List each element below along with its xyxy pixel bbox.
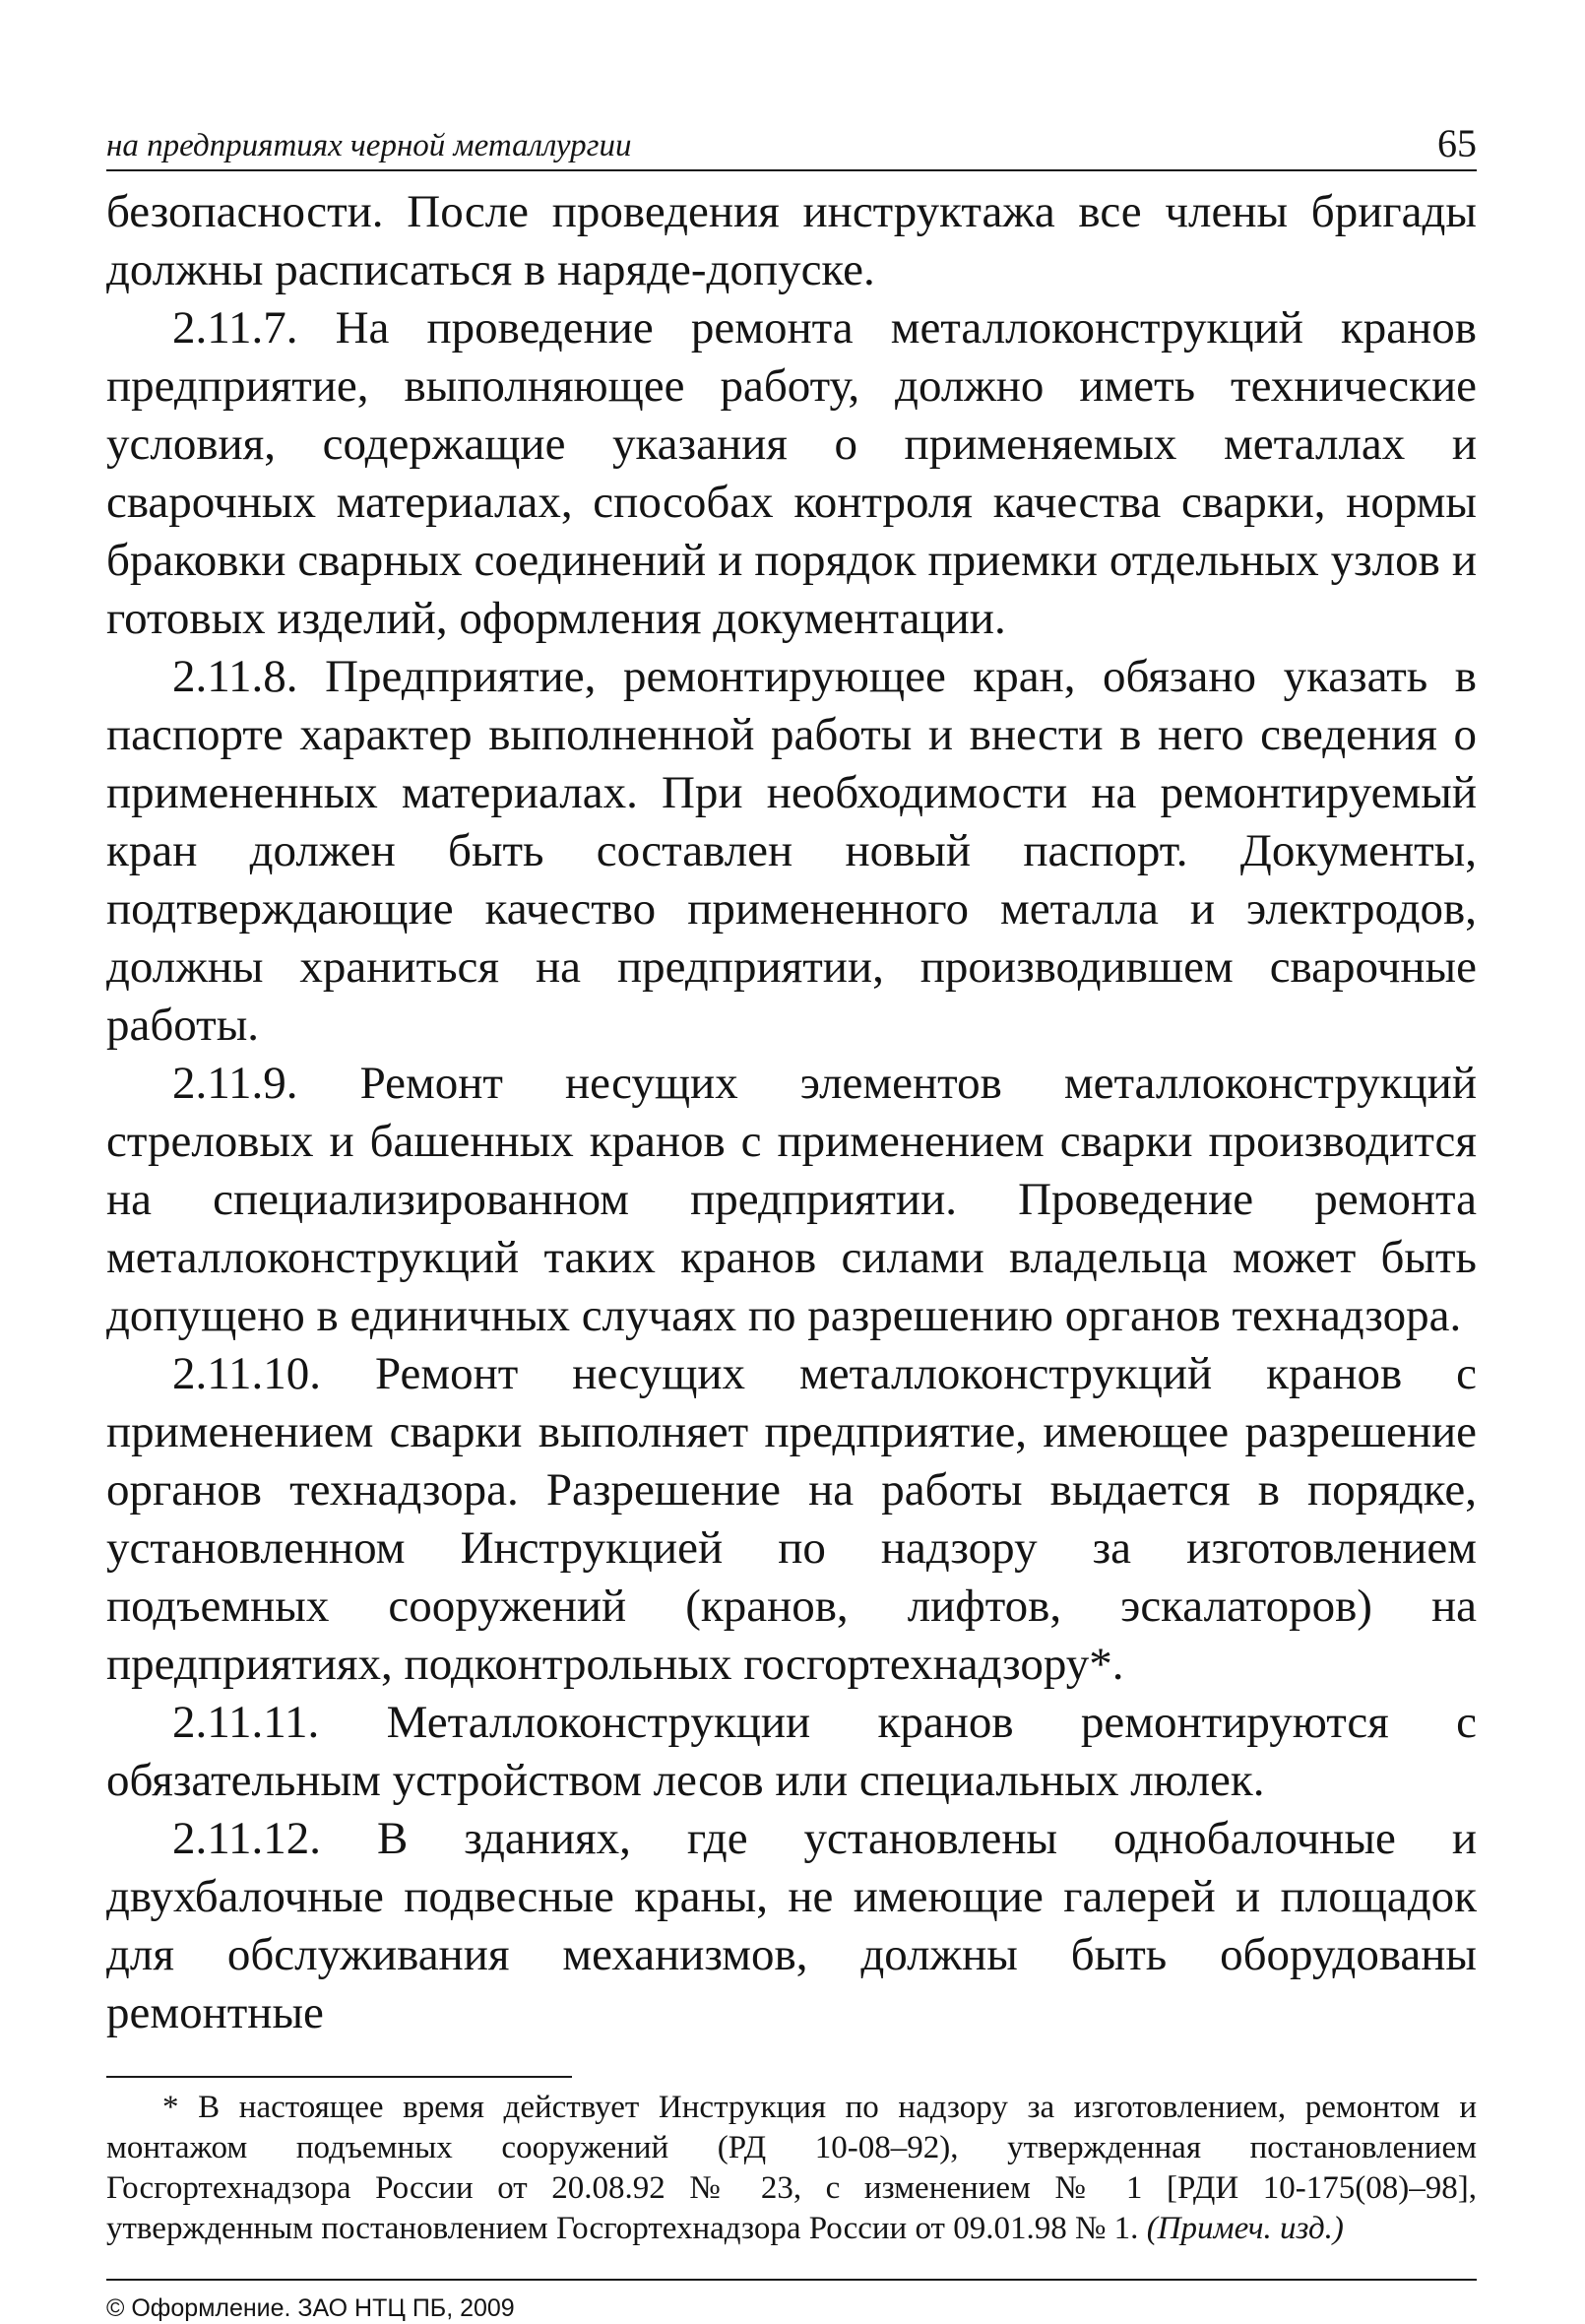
footnote-text: * В настоящее время действует Инструкция по надзору за изготовлением, ремонтом и монтажом подъемных сооружений (РД 10-08–92), утвержденная постановлением Госгортехнадзора России от 20.08.92 № 23, с изменением № 1 [РДИ 10-175(08)–98], утвержденным постановлением Госгортехнадзора России от 09.01.98 № 1. [106, 2090, 1477, 2246]
paragraph-2-11-12: 2.11.12. В зданиях, где установлены однобалочные и двухбалочные подвесные краны, не имеющие галерей и площадок для обслуживания механизмов, должны быть оборудованы ремонтные [106, 1813, 1477, 2038]
copyright-notice: © Оформление. ЗАО НТЦ ПБ, 2009 [106, 2294, 515, 2322]
paragraph-2-11-11: 2.11.11. Металлоконструкции кранов ремонтируются с обязательным устройством лесов или специальных люлек. [106, 1697, 1477, 1806]
footnote-divider [106, 2076, 572, 2078]
paragraph-2-11-9: 2.11.9. Ремонт несущих элементов металлоконструкций стреловых и башенных кранов с применением сварки производится на специализированном предприятии. Проведение ремонта металлоконструкций таких кранов силами владельца может быть допущено в единичных случаях по разрешению органов технадзора. [106, 1058, 1477, 1341]
footnote-editor-note: (Примеч. изд.) [1146, 2211, 1344, 2246]
paragraph-2-11-10: 2.11.10. Ремонт несущих металлоконструкций кранов с применением сварки выполняет предприятие, имеющее разрешение органов технадзора. Разрешение на работы выдается в порядке, установленном Инструкцией по надзору за изготовлением подъемных сооружений (кранов, лифтов, эскалаторов) на предприятиях, подконтрольных госгортехнадзору*. [106, 1348, 1477, 1690]
footnote [106, 2088, 1477, 2249]
running-title: на предприятиях черной металлургии [106, 128, 632, 163]
page-number: 65 [1437, 121, 1477, 165]
paragraph-continuation: безопасности. После проведения инструктажа все члены бригады должны расписаться в наряде-допуске. [106, 186, 1477, 295]
running-header [106, 108, 1477, 171]
book-page [106, 108, 1477, 2324]
copyright-divider [106, 2279, 1477, 2281]
body-text [106, 183, 1477, 2042]
paragraph-2-11-8: 2.11.8. Предприятие, ремонтирующее кран, обязано указать в паспорте характер выполненной работы и внести в него сведения о примененных материалах. При необходимости на ремонтируемый кран должен быть составлен новый паспорт. Документы, подтверждающие качество примененного металла и электродов, должны храниться на предприятии, производившем сварочные работы. [106, 651, 1477, 1051]
paragraph-2-11-7: 2.11.7. На проведение ремонта металлоконструкций кранов предприятие, выполняющее работу, должно иметь технические условия, содержащие указания о применяемых металлах и сварочных материалах, способах контроля качества сварки, нормы браковки сварных соединений и порядок приемки отдельных узлов и готовых изделий, оформления документации. [106, 302, 1477, 644]
